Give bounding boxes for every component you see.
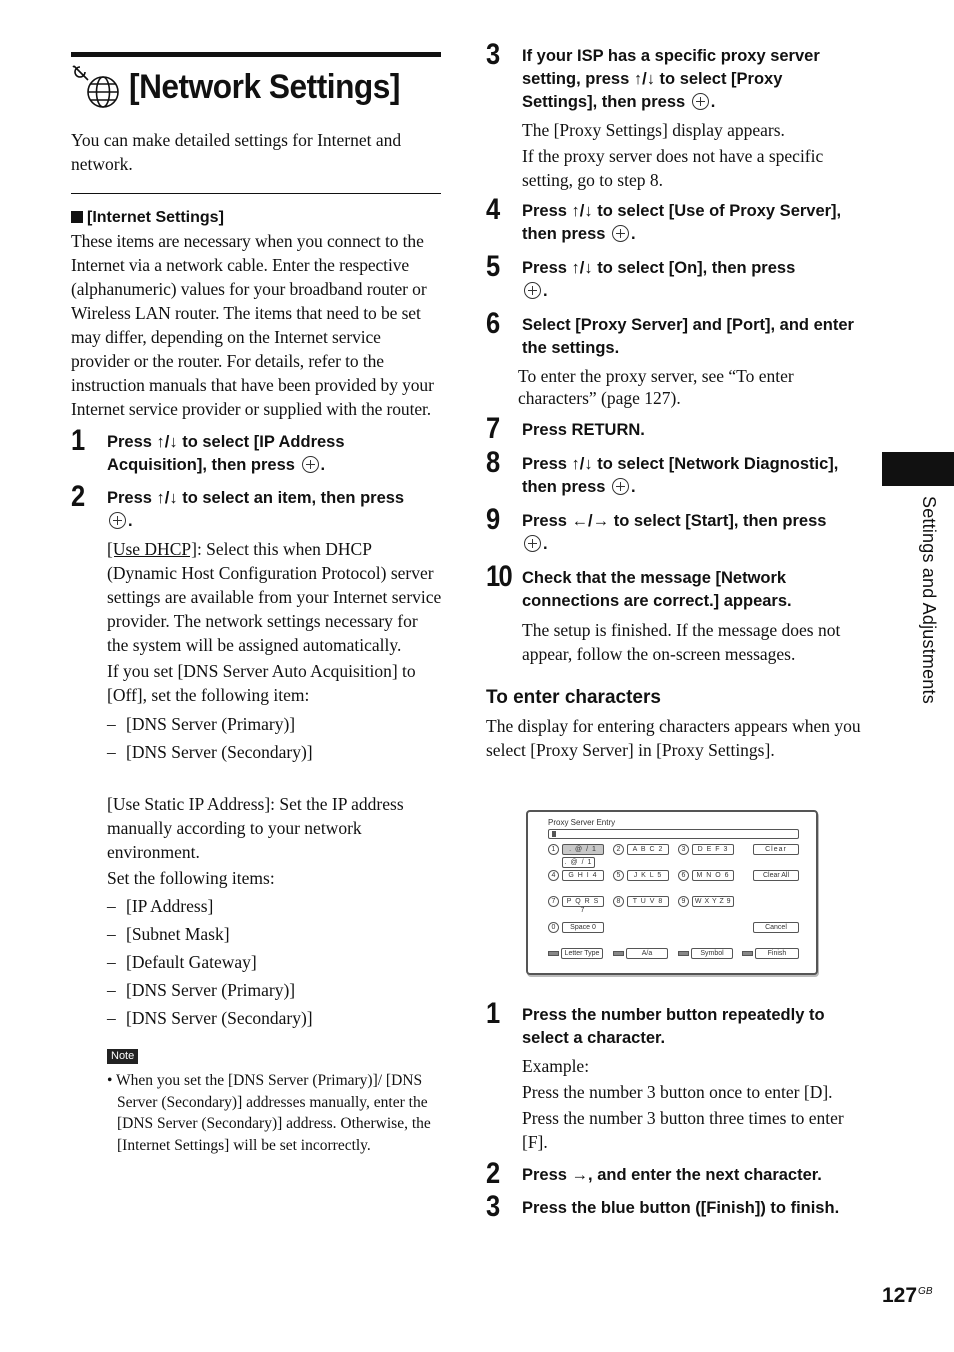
to-enter-characters-body: The display for entering characters appears when you select [Proxy Server] in [Proxy Settings].: [486, 716, 861, 760]
step-2-body: [71, 537, 443, 1156]
list-item: – [DNS Server (Primary)]: [107, 980, 296, 1000]
key-number: 1: [548, 844, 559, 855]
note-text: • When you set the [DNS Server (Primary)]/ [DNS Server (Secondary)] addresses manually, enter the [DNS Server (Secondary)] address. Otherwise, the [Internet Settings] will be set incorrectly.: [107, 1072, 431, 1154]
left-step-2: 2 Press ↑/↓ to select an item, then press .: [71, 480, 405, 530]
enter-button-icon: [109, 512, 126, 529]
right-step-4: 4 Press ↑/↓ to select [Use of Proxy Server], then press .: [486, 193, 842, 243]
char-step-1-body-line: Example:: [522, 1056, 590, 1076]
cancel-button[interactable]: Cancel: [753, 922, 799, 933]
key-number: 8: [613, 896, 624, 907]
key-6[interactable]: M N O 6: [692, 870, 734, 881]
clear-all-button[interactable]: Clear All: [753, 870, 799, 881]
char-step-1-body-line: Press the number 3 button once to enter [D].: [522, 1082, 833, 1102]
key-number: 9: [678, 896, 689, 907]
list-item: – [IP Address]: [107, 896, 214, 916]
enter-button-icon: [612, 478, 629, 495]
right-step-6: 6 Select [Proxy Server] and [Port], and enter the settings.: [486, 307, 854, 357]
step-3-body-line: If the proxy server does not have a specific setting, go to step 8.: [522, 146, 824, 190]
title-bar: [71, 52, 441, 57]
enter-button-icon: [302, 456, 319, 473]
enter-button-icon: [612, 225, 629, 242]
step-6-body-line: To enter the proxy server, see “To enter characters” (page 127).: [518, 366, 794, 408]
page-title: [Network Settings]: [129, 67, 400, 106]
list-item: – [DNS Server (Secondary)]: [107, 1008, 313, 1028]
char-steps: [486, 997, 861, 1223]
sidebar-tab: [882, 452, 954, 486]
proxy-server-input[interactable]: [548, 829, 799, 839]
left-step-1: 1 Press ↑/↓ to select [IP Address Acquisition], then press .: [71, 424, 345, 474]
key-number: 6: [678, 870, 689, 881]
key-4[interactable]: G H I 4: [562, 870, 604, 881]
square-bullet-icon: [71, 211, 83, 223]
sidebar-section-label: Settings and Adjustments: [919, 496, 939, 704]
page-number: $127^{GB}$: [882, 1284, 933, 1307]
enter-button-icon: [524, 535, 541, 552]
red-color-key-icon: [548, 951, 559, 956]
char-step-1-body: [486, 1054, 861, 1154]
right-step-3: 3 If your ISP has a specific proxy server setting, press ↑/↓ to select [Proxy Settings], then press .: [486, 38, 820, 111]
key-number: 4: [548, 870, 559, 881]
list-item: – [DNS Server (Primary)]: [107, 714, 296, 734]
char-step-1: 1 Press the number button repeatedly to select a character.: [486, 997, 825, 1047]
symbol-button[interactable]: Symbol: [691, 948, 733, 959]
case-toggle-button[interactable]: A/a: [626, 948, 668, 959]
key-0[interactable]: Space 0: [562, 922, 604, 933]
letter-type-button[interactable]: Letter Type: [561, 948, 603, 959]
blue-color-key-icon: [742, 951, 753, 956]
right-step-9: 9 Press ←/→ to select [Start], then press .: [486, 503, 827, 553]
title-row: [71, 63, 443, 111]
key-7[interactable]: P Q R S 7: [562, 896, 604, 907]
left-column: [71, 52, 443, 1156]
yellow-color-key-icon: [678, 951, 689, 956]
key-2[interactable]: A B C 2: [627, 844, 669, 855]
key-8[interactable]: T U V 8: [627, 896, 669, 907]
list-item: – [Default Gateway]: [107, 952, 257, 972]
right-step-10: 10 Check that the message [Network connections are correct.] appears.: [486, 560, 792, 610]
key-preview: . @ / 1: [562, 857, 595, 868]
set-following-items: Set the following items:: [107, 868, 275, 888]
step-3-body: [486, 118, 861, 192]
right-step-8: 8 Press ↑/↓ to select [Network Diagnostic], then press .: [486, 446, 839, 496]
enter-button-icon: [692, 93, 709, 110]
right-step-5: 5 Press ↑/↓ to select [On], then press .: [486, 250, 796, 300]
static-ip-description: [Use Static IP Address]: Set the IP address manually according to your network environment.: [107, 794, 404, 862]
proxy-server-entry-panel: [526, 810, 818, 975]
clear-button[interactable]: Clear: [753, 844, 799, 855]
list-item: – [DNS Server (Secondary)]: [107, 742, 313, 762]
step-3-body-line: The [Proxy Settings] display appears.: [522, 120, 785, 140]
key-number: 2: [613, 844, 624, 855]
step-10-body-line: The setup is finished. If the message does not appear, follow the on-screen messages.: [522, 620, 841, 664]
list-item: – [Subnet Mask]: [107, 924, 230, 944]
to-enter-characters-heading: To enter characters: [486, 687, 661, 708]
char-step-3: 3 Press the blue button ([Finish]) to finish.: [486, 1190, 840, 1223]
finish-button[interactable]: Finish: [755, 948, 799, 959]
note-badge: Note: [107, 1049, 138, 1064]
key-number: 7: [548, 896, 559, 907]
char-step-2: 2 Press →, and enter the next character.: [486, 1157, 822, 1190]
key-3[interactable]: D E F 3: [692, 844, 734, 855]
section-rule: [71, 193, 441, 194]
internet-settings-heading: [Internet Settings]: [71, 206, 443, 229]
dhcp-description: [Use DHCP]: Select this when DHCP (Dynamic Host Configuration Protocol) server settings are available from your Internet service provider. The network settings necessary for the system will be assigned automatically.: [107, 539, 442, 655]
key-1[interactable]: . @ / 1: [562, 844, 604, 855]
key-9[interactable]: W X Y Z 9: [692, 896, 734, 907]
intro-text: You can make detailed settings for Internet and network.: [71, 130, 402, 174]
dns-auto-note: If you set [DNS Server Auto Acquisition] to [Off], set the following item:: [107, 661, 416, 705]
enter-button-icon: [524, 282, 541, 299]
key-number: 5: [613, 870, 624, 881]
internet-settings-body: These items are necessary when you connect to the Internet via a network cable. Enter the respective (alphanumeric) values for your broadband router or Wireless LAN router. The items that need to be set may differ, depending on the Internet service provider or the router. For details, refer to the instruction manuals that have been provided by your Internet service provider or supplied with the router.: [71, 231, 434, 419]
right-step-7: 7 Press RETURN.: [486, 412, 645, 445]
note-badge-row: [107, 1046, 443, 1064]
key-number: 3: [678, 844, 689, 855]
right-column: [486, 40, 861, 762]
step-10-body: [486, 618, 861, 666]
char-step-1-body-line: Press the number 3 button three times to enter [F].: [522, 1108, 844, 1152]
key-5[interactable]: J K L 5: [627, 870, 669, 881]
step-6-body: [486, 365, 861, 409]
panel-title: Proxy Server Entry: [548, 818, 616, 827]
green-color-key-icon: [613, 951, 624, 956]
key-number: 0: [548, 922, 559, 933]
network-settings-icon: [71, 64, 121, 110]
